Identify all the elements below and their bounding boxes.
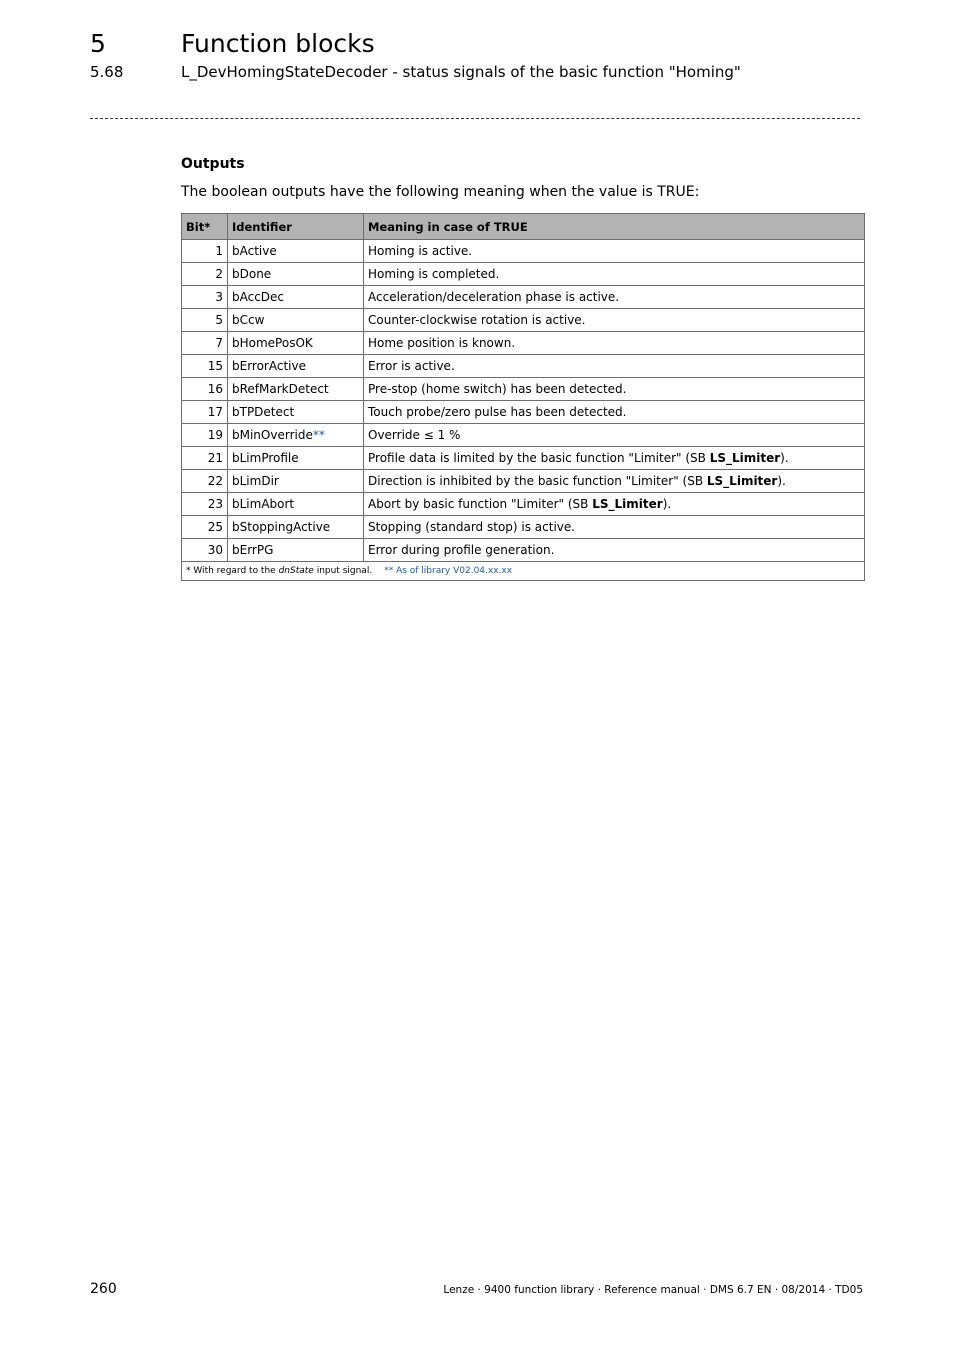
table-row bbox=[182, 286, 865, 309]
identifier-cell bbox=[228, 424, 364, 447]
header-identifier: Identifier bbox=[228, 214, 364, 240]
identifier-cell: bLimDir bbox=[228, 470, 364, 493]
meaning-text: Abort by basic function "Limiter" (SB bbox=[368, 497, 593, 511]
header-meaning: Meaning in case of TRUE bbox=[364, 214, 865, 240]
table-row bbox=[182, 263, 865, 286]
table-row bbox=[182, 332, 865, 355]
table-row bbox=[182, 516, 865, 539]
meaning-cell: Home position is known. bbox=[364, 332, 865, 355]
ls-limiter-ref: LS_Limiter bbox=[709, 451, 781, 465]
outputs-heading: Outputs bbox=[181, 156, 245, 172]
meaning-cell bbox=[364, 470, 865, 493]
identifier-cell: bErrorActive bbox=[228, 355, 364, 378]
meaning-cell: Acceleration/deceleration phase is active. bbox=[364, 286, 865, 309]
meaning-text-end: ). bbox=[662, 497, 672, 511]
identifier-cell: bStoppingActive bbox=[228, 516, 364, 539]
bit-cell: 25 bbox=[182, 516, 228, 539]
identifier-cell: bCcw bbox=[228, 309, 364, 332]
bit-cell: 15 bbox=[182, 355, 228, 378]
table-row bbox=[182, 401, 865, 424]
identifier-cell: bAccDec bbox=[228, 286, 364, 309]
identifier-cell: bLimProfile bbox=[228, 447, 364, 470]
meaning-cell: Touch probe/zero pulse has been detected. bbox=[364, 401, 865, 424]
table-row bbox=[182, 240, 865, 263]
meaning-cell: Override ≤ 1 % bbox=[364, 424, 865, 447]
chapter-number: 5 bbox=[90, 29, 106, 58]
library-version-link[interactable]: ** bbox=[312, 428, 325, 442]
table-row bbox=[182, 470, 865, 493]
bit-cell: 30 bbox=[182, 539, 228, 562]
header-bit: Bit* bbox=[182, 214, 228, 240]
table-footnote-row bbox=[182, 562, 865, 581]
identifier-cell: bTPDetect bbox=[228, 401, 364, 424]
table-footnote bbox=[182, 562, 865, 581]
table-row bbox=[182, 447, 865, 470]
outputs-table bbox=[181, 213, 865, 581]
bit-cell: 17 bbox=[182, 401, 228, 424]
meaning-cell: Stopping (standard stop) is active. bbox=[364, 516, 865, 539]
table-row bbox=[182, 539, 865, 562]
meaning-text: Direction is inhibited by the basic function "Limiter" (SB bbox=[368, 474, 707, 488]
bit-cell: 7 bbox=[182, 332, 228, 355]
meaning-cell: Error during profile generation. bbox=[364, 539, 865, 562]
bit-cell: 19 bbox=[182, 424, 228, 447]
bit-cell: 23 bbox=[182, 493, 228, 516]
footer-info: Lenze · 9400 function library · Reference manual · DMS 6.7 EN · 08/2014 · TD05 bbox=[443, 1284, 863, 1296]
table-row bbox=[182, 378, 865, 401]
footnote-suffix: input signal. bbox=[313, 566, 373, 576]
identifier-cell: bErrPG bbox=[228, 539, 364, 562]
meaning-text-end: ). bbox=[777, 474, 786, 488]
table-row bbox=[182, 309, 865, 332]
table-header-row bbox=[182, 214, 865, 240]
meaning-text: Profile data is limited by the basic function "Limiter" (SB bbox=[368, 451, 710, 465]
bit-cell: 2 bbox=[182, 263, 228, 286]
header-divider bbox=[90, 118, 860, 119]
footnote-prefix: * With regard to the bbox=[186, 566, 279, 576]
ls-limiter-ref: LS_Limiter bbox=[706, 474, 778, 488]
library-version-note[interactable]: ** As of library V02.04.xx.xx bbox=[384, 566, 513, 576]
meaning-cell: Counter-clockwise rotation is active. bbox=[364, 309, 865, 332]
table-row bbox=[182, 493, 865, 516]
intro-text: The boolean outputs have the following meaning when the value is TRUE: bbox=[181, 184, 700, 200]
bit-cell: 1 bbox=[182, 240, 228, 263]
bit-cell: 16 bbox=[182, 378, 228, 401]
identifier-cell: bHomePosOK bbox=[228, 332, 364, 355]
page-number: 260 bbox=[90, 1281, 117, 1297]
chapter-title: Function blocks bbox=[181, 29, 375, 58]
meaning-cell bbox=[364, 493, 865, 516]
meaning-cell: Homing is active. bbox=[364, 240, 865, 263]
meaning-cell bbox=[364, 447, 865, 470]
identifier-text: bMinOverride bbox=[232, 428, 313, 442]
bit-cell: 22 bbox=[182, 470, 228, 493]
ls-limiter-ref: LS_Limiter bbox=[592, 497, 663, 511]
table-row bbox=[182, 355, 865, 378]
meaning-text-end: ). bbox=[780, 451, 789, 465]
identifier-cell: bRefMarkDetect bbox=[228, 378, 364, 401]
table-row bbox=[182, 424, 865, 447]
identifier-cell: bActive bbox=[228, 240, 364, 263]
identifier-cell: bDone bbox=[228, 263, 364, 286]
identifier-cell: bLimAbort bbox=[228, 493, 364, 516]
bit-cell: 5 bbox=[182, 309, 228, 332]
meaning-cell: Error is active. bbox=[364, 355, 865, 378]
meaning-cell: Homing is completed. bbox=[364, 263, 865, 286]
bit-cell: 21 bbox=[182, 447, 228, 470]
meaning-cell: Pre-stop (home switch) has been detected. bbox=[364, 378, 865, 401]
section-number: 5.68 bbox=[90, 63, 124, 81]
bit-cell: 3 bbox=[182, 286, 228, 309]
footnote-signal: dnState bbox=[278, 566, 314, 576]
section-title: L_DevHomingStateDecoder - status signals of the basic function "Homing" bbox=[181, 63, 741, 81]
